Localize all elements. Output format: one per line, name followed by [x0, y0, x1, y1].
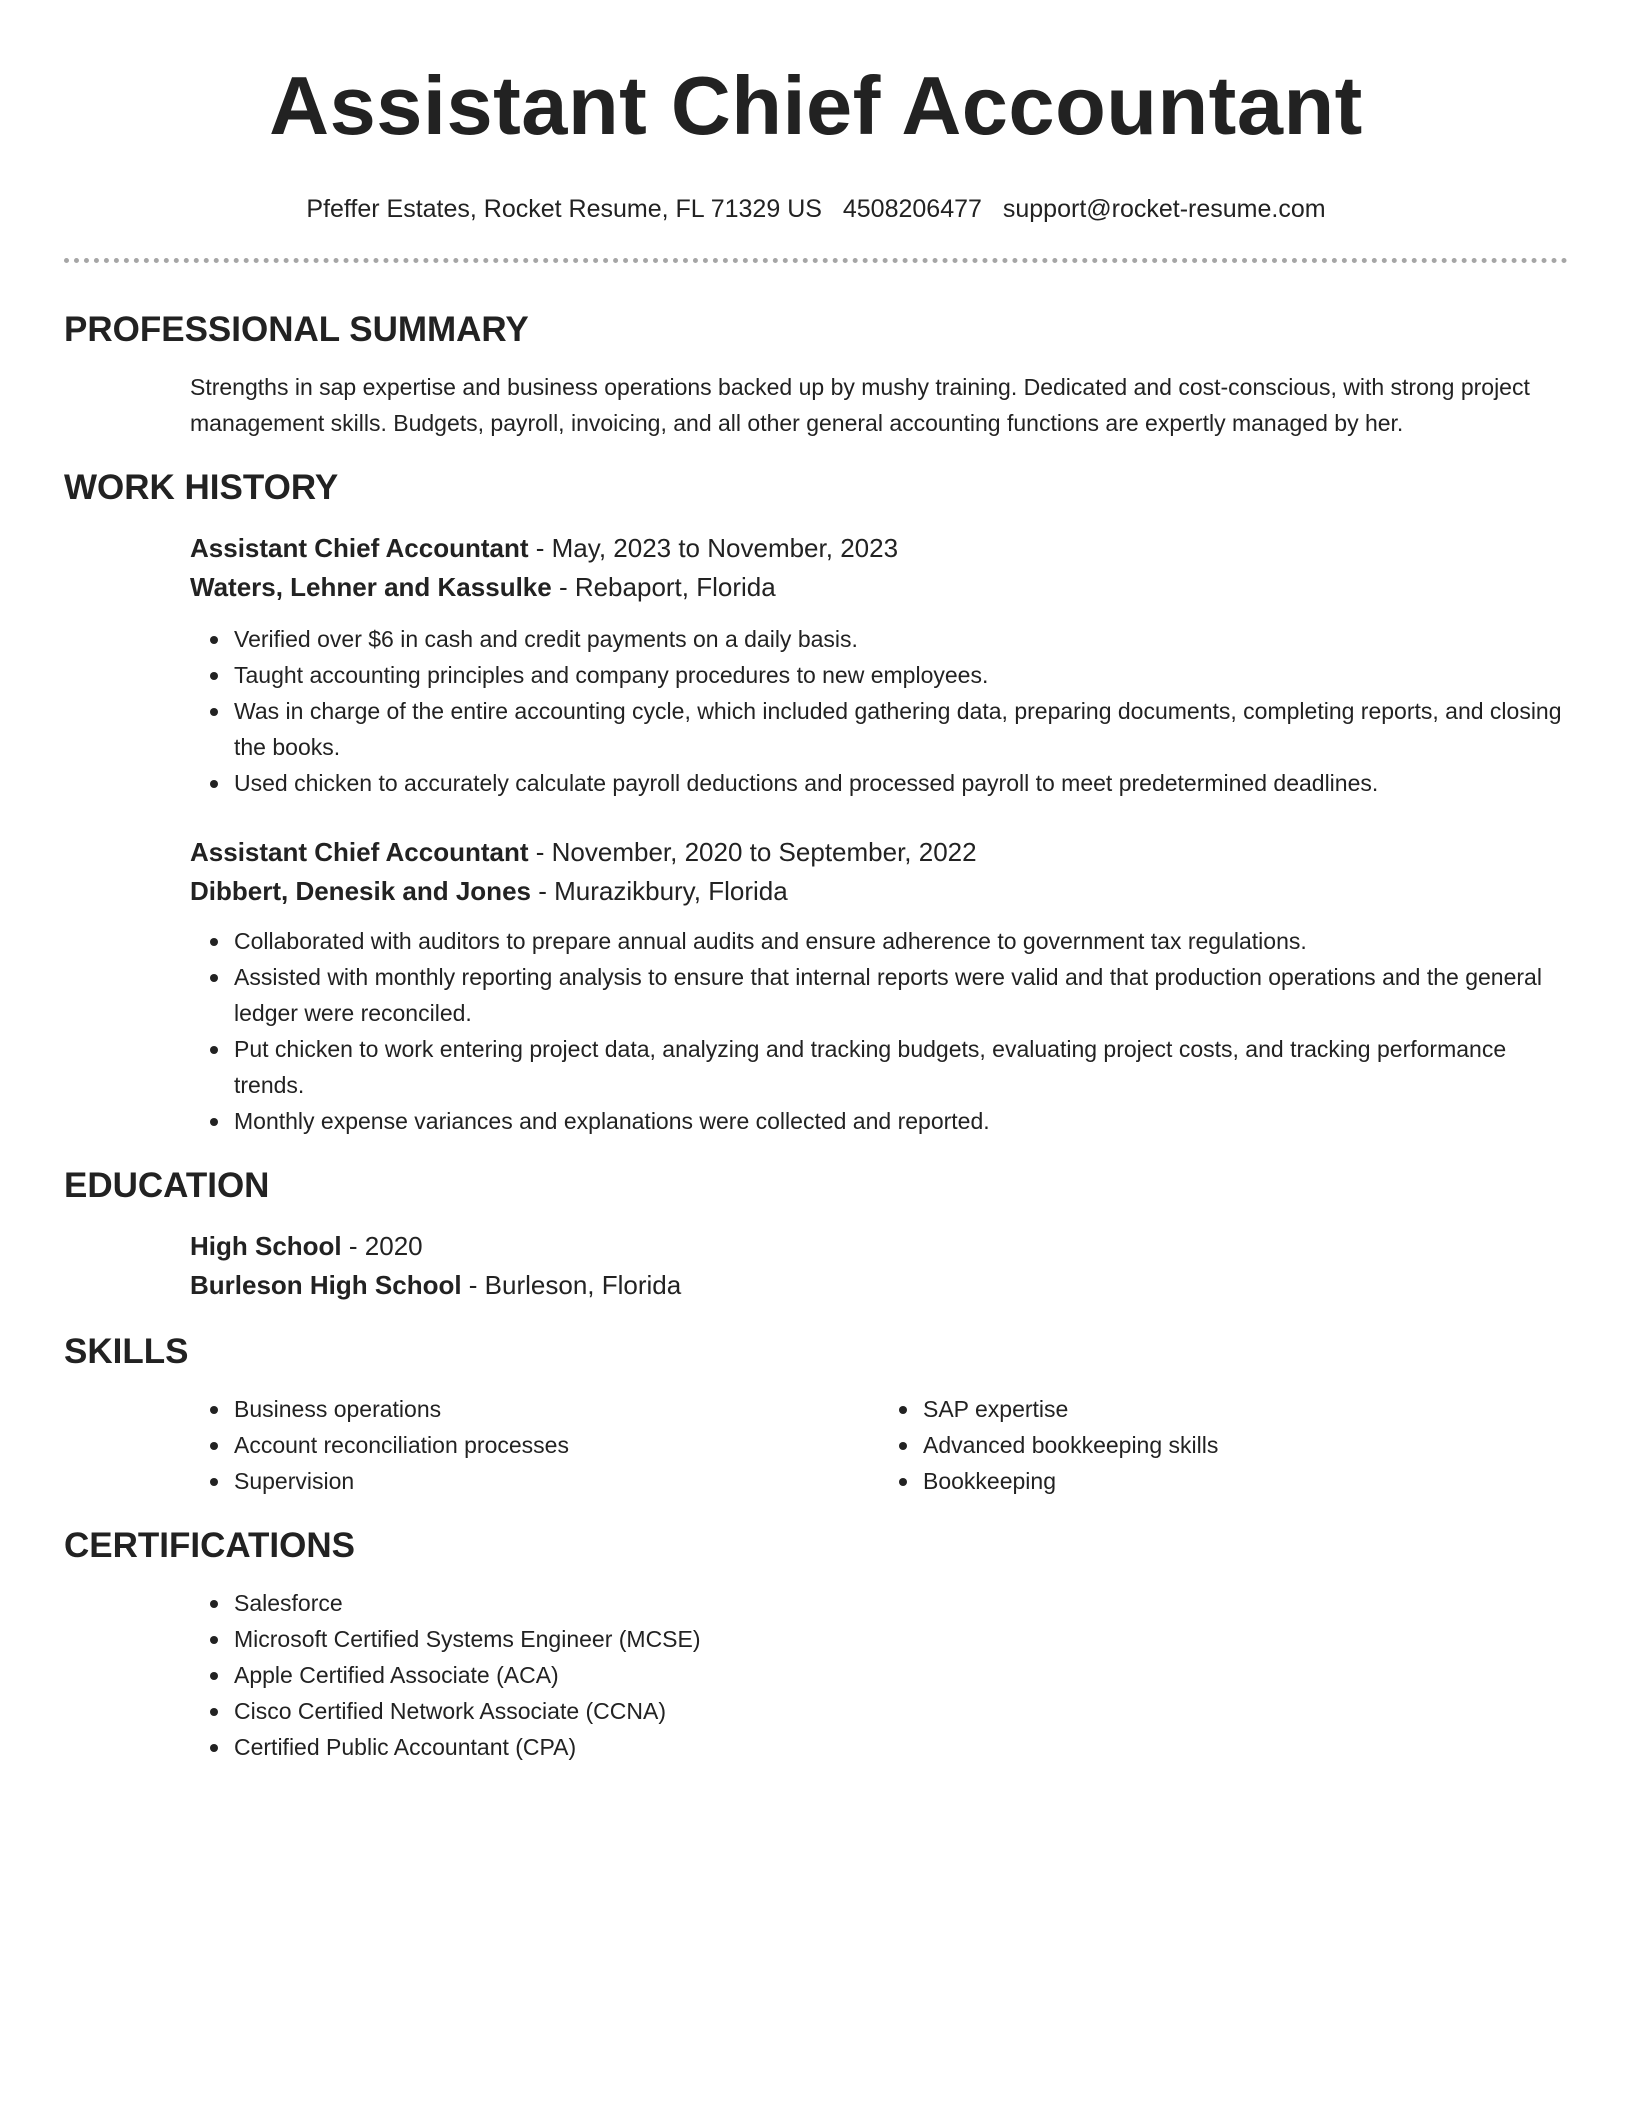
skills-list-right [879, 1391, 1568, 1499]
job-bullet: Was in charge of the entire accounting cycle, which included gathering data, preparing documents, completing reports, and closing the books. [234, 693, 1568, 765]
education-year: - 2020 [341, 1231, 423, 1261]
certifications-section [64, 1525, 1568, 1765]
job-company: Dibbert, Denesik and Jones [190, 876, 531, 906]
work-title: WORK HISTORY [64, 468, 339, 507]
education-degree-line [190, 1227, 1568, 1266]
job-bullet: Monthly expense variances and explanations were collected and reported. [234, 1103, 1568, 1139]
job-bullet: Collaborated with auditors to prepare annual audits and ensure adherence to government tax regulations. [234, 923, 1568, 959]
job-location: - Murazikbury, Florida [530, 876, 788, 906]
skills-title: SKILLS [64, 1332, 189, 1371]
certification-item: Salesforce [234, 1585, 1568, 1621]
education-section [64, 1165, 1568, 1305]
skill-item: Advanced bookkeeping skills [923, 1427, 1568, 1463]
certification-item: Cisco Certified Network Associate (CCNA) [234, 1693, 1568, 1729]
certifications-title: CERTIFICATIONS [64, 1526, 356, 1565]
skill-item: Account reconciliation processes [234, 1427, 879, 1463]
job-bullets [190, 923, 1568, 1139]
job-bullet: Put chicken to work entering project data, analyzing and tracking budgets, evaluating project costs, and tracking performance trends. [234, 1031, 1568, 1103]
skills-list-left [190, 1391, 879, 1499]
skills-section [64, 1331, 1568, 1499]
job-bullet: Verified over $6 in cash and credit payments on a daily basis. [234, 621, 1568, 657]
summary-text: Strengths in sap expertise and business operations backed up by mushy training. Dedicated and cost-conscious, with strong project management skills. Budgets, payroll, invoicing, and all other general accounting functions are expertly managed by her. [190, 374, 1530, 436]
job-position: Assistant Chief Accountant [190, 837, 529, 867]
job-company: Waters, Lehner and Kassulke [190, 572, 552, 602]
summary-title: PROFESSIONAL SUMMARY [64, 310, 529, 349]
job-title-line [190, 529, 1568, 568]
education-school: Burleson High School [190, 1270, 462, 1300]
education-location: - Burleson, Florida [461, 1270, 682, 1300]
skill-item: Bookkeeping [923, 1463, 1568, 1499]
job-bullet: Taught accounting principles and company procedures to new employees. [234, 657, 1568, 693]
skill-item: Business operations [234, 1391, 879, 1427]
certification-item: Apple Certified Associate (ACA) [234, 1657, 1568, 1693]
summary-section [64, 309, 1568, 441]
job-bullet: Used chicken to accurately calculate payroll deductions and processed payroll to meet predetermined deadlines. [234, 765, 1568, 801]
job-dates: - May, 2023 to November, 2023 [528, 533, 899, 563]
job-entry [190, 833, 1568, 1139]
contact-phone: 4508206477 [842, 195, 982, 223]
education-school-line [190, 1266, 1568, 1305]
contact-line [64, 194, 1568, 224]
contact-address: Pfeffer Estates, Rocket Resume, FL 71329 US [306, 195, 822, 223]
resume-name: Assistant Chief Accountant [269, 59, 1363, 152]
job-entry [190, 529, 1568, 801]
certification-item: Certified Public Accountant (CPA) [234, 1729, 1568, 1765]
job-title-line [190, 833, 1568, 872]
header-divider [64, 258, 1568, 263]
job-position: Assistant Chief Accountant [190, 533, 529, 563]
job-bullets [190, 621, 1568, 801]
education-degree: High School [190, 1231, 342, 1261]
contact-email: support@rocket-resume.com [1002, 195, 1326, 223]
certifications-list [190, 1585, 1568, 1765]
work-section [64, 467, 1568, 1139]
job-dates: - November, 2020 to September, 2022 [528, 837, 977, 867]
skill-item: Supervision [234, 1463, 879, 1499]
job-location: - Rebaport, Florida [551, 572, 776, 602]
job-company-line [190, 872, 1568, 911]
education-title: EDUCATION [64, 1166, 270, 1205]
certification-item: Microsoft Certified Systems Engineer (MCSE) [234, 1621, 1568, 1657]
skill-item: SAP expertise [923, 1391, 1568, 1427]
job-bullet: Assisted with monthly reporting analysis to ensure that internal reports were valid and that production operations and the general ledger were reconciled. [234, 959, 1568, 1031]
job-company-line [190, 568, 1568, 607]
